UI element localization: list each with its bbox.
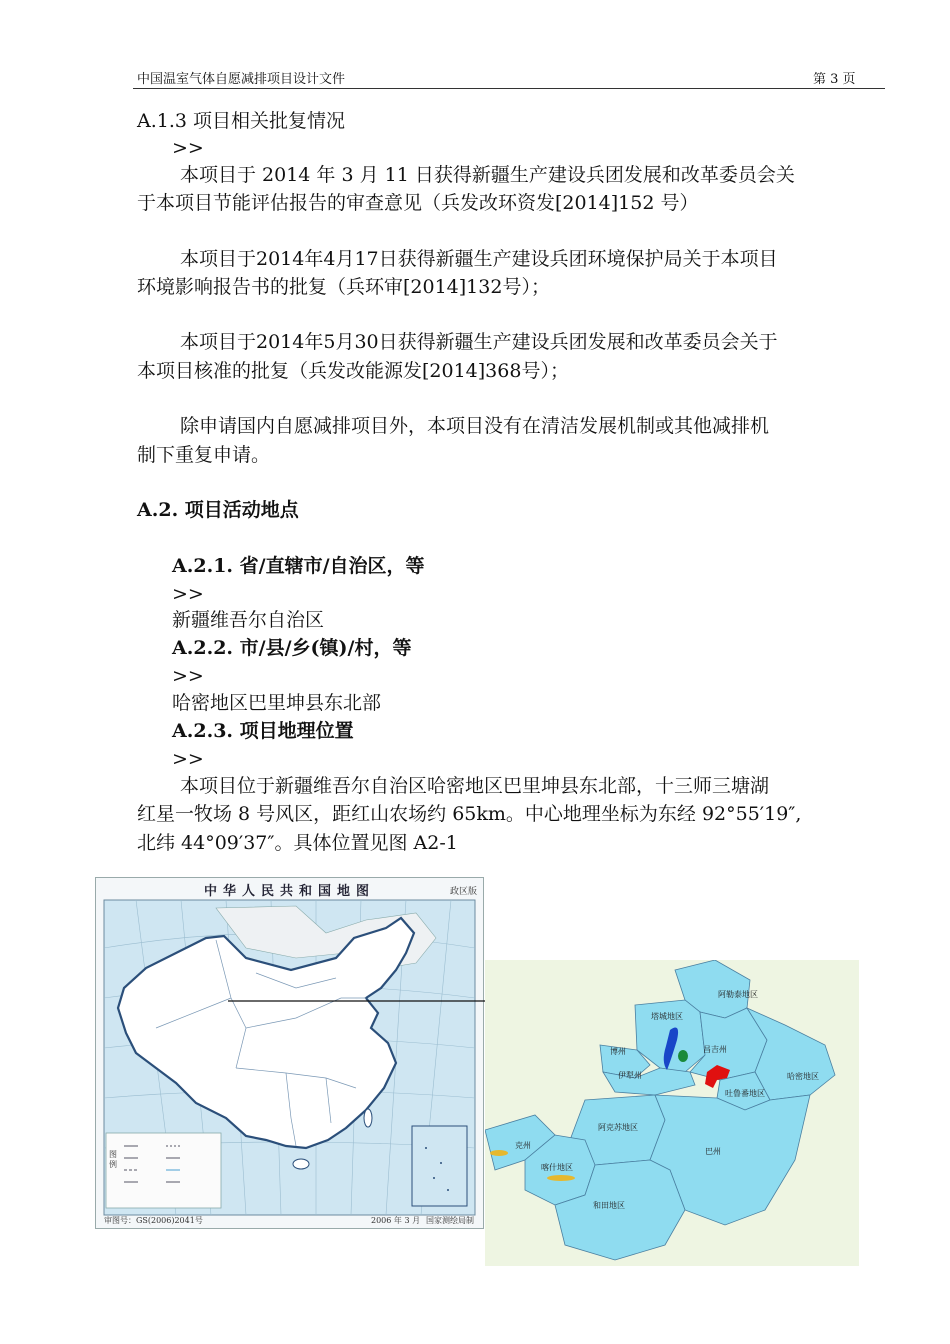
region-kezhou: 克州 bbox=[515, 1141, 531, 1150]
section-a21-heading: A.2.1. 省/直辖市/自治区，等 bbox=[172, 555, 425, 577]
region-kashgar: 喀什地区 bbox=[541, 1163, 573, 1172]
a13-paragraph-2-line-1: 本项目于2014年4月17日获得新疆生产建设兵团环境保护局关于本项目 bbox=[180, 248, 778, 270]
a13-paragraph-2-line-2: 环境影响报告书的批复（兵环审[2014]132号）； bbox=[137, 276, 550, 298]
a13-paragraph-1-line-1: 本项目于 2014 年 3 月 11 日获得新疆生产建设兵团发展和改革委员会关 bbox=[180, 164, 795, 186]
section-a22-marker: >> bbox=[172, 665, 204, 687]
a23-paragraph-line-1: 本项目位于新疆维吾尔自治区哈密地区巴里坤县东北部，十三师三塘湖 bbox=[180, 775, 770, 797]
xinjiang-map-graphic bbox=[485, 960, 859, 1266]
header-divider bbox=[133, 88, 885, 89]
region-hami: 哈密地区 bbox=[787, 1072, 819, 1081]
header-page-label: 第 3 页 bbox=[813, 72, 856, 87]
region-changji: 昌吉州 bbox=[703, 1045, 727, 1054]
section-a2-heading: A.2. 项目活动地点 bbox=[137, 499, 299, 521]
xinjiang-map-figure bbox=[485, 960, 859, 1266]
china-map-approval: 审图号：GS(2006)2041号 bbox=[104, 1216, 203, 1225]
china-map-edition: 政区版 bbox=[449, 887, 477, 897]
section-a21-value: 新疆维吾尔自治区 bbox=[172, 609, 325, 631]
section-a22-value: 哈密地区巴里坤县东北部 bbox=[172, 692, 382, 714]
section-a21-marker: >> bbox=[172, 583, 204, 605]
china-map-legend-heading: 图例 bbox=[109, 1150, 117, 1169]
section-a13-marker: >> bbox=[172, 137, 204, 159]
section-a23-heading: A.2.3. 项目地理位置 bbox=[172, 720, 354, 742]
section-a23-marker: >> bbox=[172, 748, 204, 770]
region-yili: 伊犁州 bbox=[618, 1071, 642, 1080]
china-map-date: 2006 年 3 月 bbox=[371, 1216, 421, 1225]
a13-paragraph-1-line-2: 于本项目节能评估报告的审查意见（兵发改环资发[2014]152 号） bbox=[137, 192, 699, 214]
china-map-publisher: 国家测绘局制 bbox=[426, 1216, 474, 1225]
region-turpan: 吐鲁番地区 bbox=[725, 1089, 765, 1098]
a13-paragraph-4-line-2: 制下重复申请。 bbox=[137, 444, 271, 466]
a13-paragraph-4-line-1: 除申请国内自愿减排项目外，本项目没有在清洁发展机制或其他减排机 bbox=[180, 415, 770, 437]
region-tacheng: 塔城地区 bbox=[651, 1012, 683, 1021]
header-doc-title: 中国温室气体自愿减排项目设计文件 bbox=[137, 72, 346, 87]
region-aksu: 阿克苏地区 bbox=[598, 1123, 638, 1132]
region-bazhou: 巴州 bbox=[705, 1147, 721, 1156]
section-a22-heading: A.2.2. 市/县/乡(镇)/村，等 bbox=[172, 637, 412, 659]
region-hotan: 和田地区 bbox=[593, 1201, 625, 1210]
a13-paragraph-3-line-1: 本项目于2014年5月30日获得新疆生产建设兵团发展和改革委员会关于 bbox=[180, 331, 778, 353]
region-bozhou: 博州 bbox=[610, 1047, 626, 1056]
a23-paragraph-line-3: 北纬 44°09′37″。具体位置见图 A2-1 bbox=[137, 832, 458, 854]
section-a13-heading: A.1.3 项目相关批复情况 bbox=[137, 110, 346, 132]
a13-paragraph-3-line-2: 本项目核准的批复（兵发改能源发[2014]368号）； bbox=[137, 360, 569, 382]
china-map-title: 中华人民共和国地图 bbox=[203, 884, 375, 899]
region-altay: 阿勒泰地区 bbox=[718, 990, 758, 999]
a23-paragraph-line-2: 红星一牧场 8 号风区，距红山农场约 65km。中心地理坐标为东经 92°55′19″, bbox=[137, 803, 802, 825]
